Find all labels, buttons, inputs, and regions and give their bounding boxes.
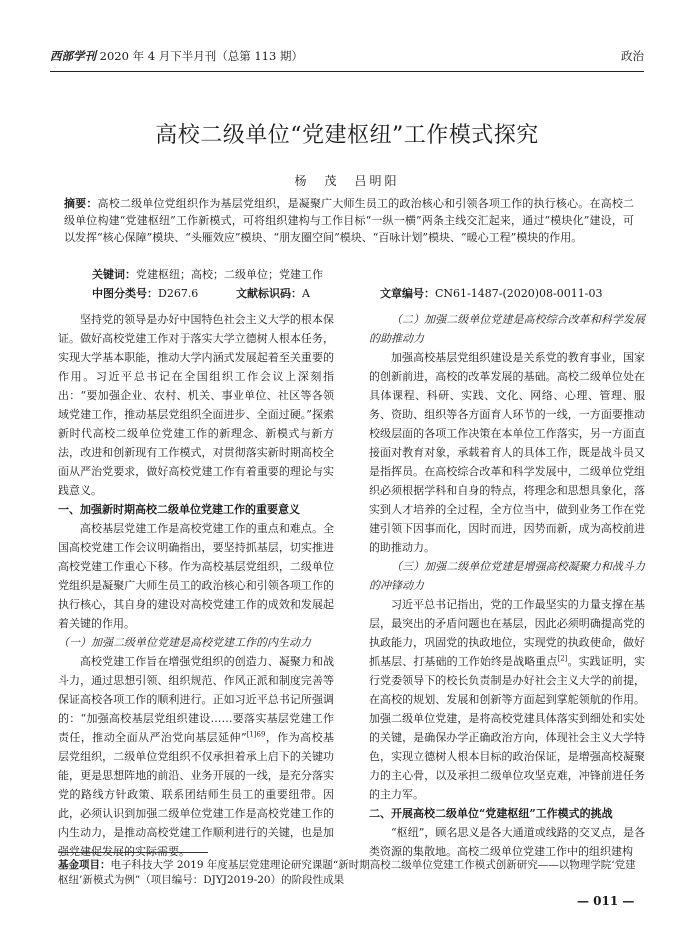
left-column (58, 310, 334, 861)
paragraph: 加强高校基层党组织建设是关系党的教育事业，国家的创新前进，高校的改革发展的基础。高校二级单位处在具体课程、科研、实践、文化、网络、心理、管理、服务、资助、组织等各方面育人环节的一线，一方面要推动校级层面的各项工作决策在本单位工作落实，另一方面直接面对教育对象，承载着育人的具体工作，既是战斗员又是指挥员。在高校综合改革和科学发展中，二级单位党组织必须根据学科和自身的特点，将理念和思想具象化，落实到人才培养的全过程，全方位当中，做到业务工作在党建引领下因事而化，因时而进，因势而新，成为高校前进的助推动力。 (369, 351, 645, 554)
document-code (236, 285, 310, 301)
article-no-label: 文章编号： (380, 287, 435, 300)
doc-code-value: A (302, 287, 310, 300)
journal-info (50, 48, 303, 64)
article-no-value: CN61-1487-(2020)08-0011-03 (435, 287, 603, 300)
doc-code-label: 文献标识码： (236, 287, 302, 300)
subsection-heading: （二）加强二级单位党建是高校综合改革和科学发展的助推动力 (369, 313, 645, 345)
section-label: 政治 (621, 49, 644, 63)
header-rule (50, 71, 644, 72)
keywords (92, 266, 323, 282)
clc-number (92, 285, 198, 301)
section-heading: 二、开展高校二级单位“党建枢纽”工作模式的挑战 (369, 807, 613, 820)
funding-footnote (58, 858, 646, 888)
keywords-text: 党建枢纽；高校；二级单位；党建工作 (136, 268, 323, 281)
footnote-label: 基金项目： (58, 859, 111, 871)
paragraph-text: 习近平总书记指出，党的工作最坚实的力量支撑在基层，最突出的矛盾问题也在基层，因此必须明确提高党的执政能力，巩固党的执政地位，实现党的执政使命，做好抓基层、打基础的工作始终是战略重点 (369, 598, 645, 668)
article-number (380, 285, 602, 301)
paragraph (369, 595, 645, 804)
citation-marker: [1]69 (246, 730, 266, 739)
journal-logo: 西部学刊 (50, 49, 96, 63)
footnote-rule (58, 852, 208, 853)
citation-marker: [2] (557, 654, 568, 663)
page-number: — 011 — (577, 894, 635, 908)
footnote-text: 电子科技大学 2019 年度基层党建理论研究课题“新时期高校二级单位党建工作模式创新研究——以物理学院‘党建枢纽’新模式为例”（项目编号：DJYJ2019-20）的阶段性成果 (58, 859, 636, 886)
right-column (369, 310, 645, 861)
paragraph: “枢纽”，顾名思义是各大通道或线路的交叉点，是各类资源的集散地。高校二级单位党建工作中的组织建构 (369, 826, 645, 858)
abstract-text: 高校二级单位党组织作为基层党组织，是凝聚广大师生员工的政治核心和引领各项工作的执行核心。在高校二级单位构建“党建枢纽”工作新模式，可将组织建构与工作目标“一纵一横”两条主线交汇起来，通过“模块化”建设，可以发挥“核心保障”模块、“头雁效应”模块、“朋友圈空间”模块、“百咏计划”模块、“暖心工程”模块的作用。 (64, 197, 635, 244)
page-header (50, 40, 644, 68)
paragraph (58, 652, 334, 861)
clc-label: 中图分类号： (92, 287, 158, 300)
abstract (64, 195, 634, 246)
article-authors: 杨 茂 吕明阳 (294, 174, 400, 188)
paragraph-text: 。实践证明，实行党委领导下的校长负责制是办好社会主义大学的前提，在高校的规划、发展和创新等方面起到掌舵领航的作用。加强二级单位党建，是将高校党建具体落实到细处和实处的关键，是确保办学正确政治方向，体现社会主义大学特色，实现立德树人根本目标的政治保证，是增强高校凝聚力的主心骨，以及承担二级单位攻坚克难，冲锋前进任务的主力军。 (369, 655, 646, 801)
subsection-heading: （三）加强二级单位党建是增强高校凝聚力和战斗力的冲锋动力 (369, 560, 645, 592)
paragraph-text: ，作为高校基层党组织，二级单位党组织不仅承担着承上启下的关键功能，更是思想阵地的前沿、业务开展的一线，是充分落实党的路线方针政策、联系团结师生员工的重要纽带。因此，必须认识到加强二级单位党建工作是高校党建工作的内生动力，是推动高校党建工作顺利进行的关键，也是加强党建促发展的实际需要。 (58, 731, 335, 858)
clc-value: D267.6 (158, 287, 199, 300)
article-title: 高校二级单位“党建枢纽”工作模式探究 (155, 123, 539, 148)
abstract-label: 摘要： (64, 197, 98, 210)
keywords-label: 关键词： (92, 268, 136, 281)
paragraph: 坚持党的领导是办好中国特色社会主义大学的根本保证。做好高校党建工作对于落实大学立德树人根本任务，实现大学基本职能，推动大学内涵式发展起着至关重要的作用。习近平总书记在全国组织工作会议上深刻指出：“要加强企业、农村、机关、事业单位、社区等各领域党建工作，推动基层党组织全面进步、全面过硬。”探索新时代高校二级单位党建工作的新理念、新模式与新方法，改进和创新现有工作模式，对贯彻落实新时期高校全面从严治党要求，做好高校党建工作有着重要的理论与实践意义。 (58, 313, 334, 497)
paragraph: 高校基层党建工作是高校党建工作的重点和难点。全国高校党建工作会议明确指出，要坚持抓基层，切实推进高校党建工作重心下移。作为高校基层党组织，二级单位党组织是凝聚广大师生员工的政治核心和引领各项工作的执行核心，其自身的建设对高校党建工作的成效和发展起着关键的作用。 (58, 522, 334, 630)
paragraph-text: 高校党建工作旨在增强党组织的创造力、凝聚力和战斗力，通过思想引领、组织规范、作风正派和制度完善等保证高校各项工作的顺利进行。正如习近平总书记所强调的：“加强高校基层党组织建设……要落实基层党建工作责任，推动全面从严治党向基层延伸” (58, 655, 334, 744)
issue-info: 2020 年 4 月下半月刊（总第 113 期） (99, 49, 303, 63)
section-heading: 一、加强新时期高校二级单位党建工作的重要意义 (58, 503, 300, 516)
subsection-heading: （一）加强二级单位党建是高校党建工作的内生动力 (58, 636, 311, 649)
